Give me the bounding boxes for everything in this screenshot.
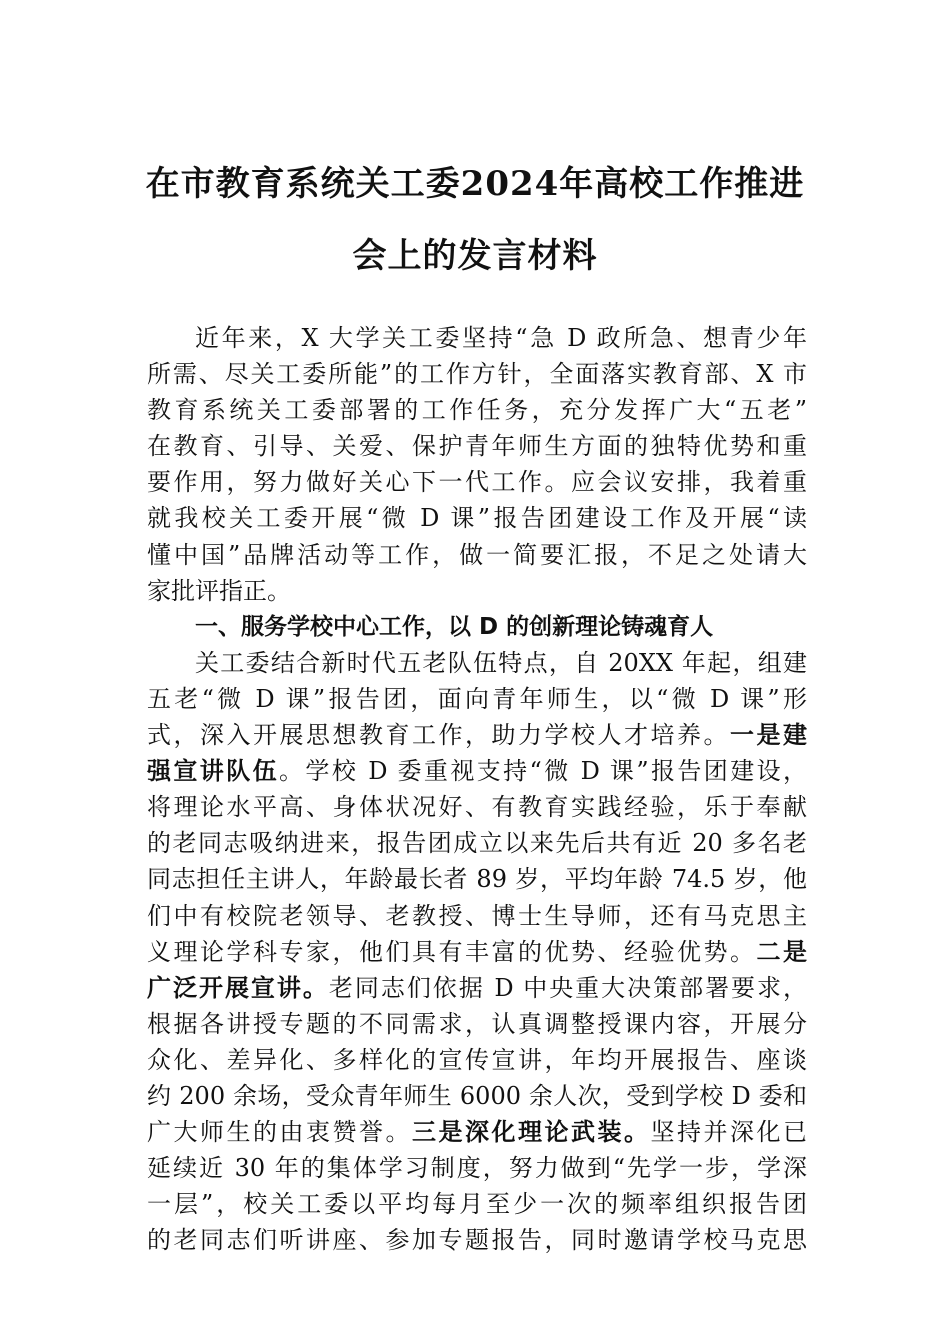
body-line xyxy=(147,717,807,753)
body-line xyxy=(147,392,807,428)
body-line xyxy=(147,789,807,825)
body-line xyxy=(147,1150,807,1186)
body-line xyxy=(147,356,807,392)
section-heading xyxy=(147,609,807,645)
text-run: 。学校 D 委重视支持“微 D 课”报告团建设， xyxy=(279,757,807,786)
text-run: 要作用，努力做好关心下一代工作。应会议安排，我着重 xyxy=(147,468,807,497)
text-run: 约 200 余场，受众青年师生 6000 余人次，受到学校 D 委和 xyxy=(147,1081,807,1110)
body-line xyxy=(147,573,807,609)
text-run: 们中有校院老领导、老教授、博士生导师，还有马克思主 xyxy=(147,901,807,930)
text-run: 根据各讲授专题的不同需求，认真调整授课内容，开展分 xyxy=(147,1009,807,1038)
text-run: 教育系统关工委部署的工作任务，充分发挥广大“五老” xyxy=(147,396,807,425)
document-title-line-1: 在市教育系统关工委2024年高校工作推进 xyxy=(145,164,805,204)
body-line xyxy=(147,1114,807,1150)
text-run: 近年来，X 大学关工委坚持“急 D 政所急、想青少年 xyxy=(195,324,807,352)
body-line xyxy=(147,1222,807,1258)
body-line xyxy=(147,320,807,356)
bold-text: 一是建 xyxy=(730,721,807,750)
body-line xyxy=(147,970,807,1006)
body-line xyxy=(147,1006,807,1042)
text-run: 的老同志吸纳进来，报告团成立以来先后共有近 20 多名老 xyxy=(147,829,807,858)
text-run: 延续近 30 年的集体学习制度，努力做到“先学一步，学深 xyxy=(147,1154,807,1183)
text-run: 关工委结合新时代五老队伍特点，自 20XX 年起，组建 xyxy=(195,648,807,677)
bold-text: 一、服务学校中心工作，以 D 的创新理论铸魂育人 xyxy=(195,613,714,640)
body-line xyxy=(147,934,807,970)
text-run: 式，深入开展思想教育工作，助力学校人才培养。 xyxy=(147,721,730,750)
body-line xyxy=(147,825,807,861)
body-line xyxy=(147,645,807,681)
body-line xyxy=(147,537,807,573)
text-run: 坚持并深化已 xyxy=(650,1118,807,1147)
body-line xyxy=(147,753,807,789)
body-line xyxy=(147,1078,807,1114)
text-run: 广大师生的由衷赞誉。 xyxy=(147,1118,412,1147)
document-title-line-2: 会上的发言材料 xyxy=(352,236,598,276)
text-run: 就我校关工委开展“微 D 课”报告团建设工作及开展“读 xyxy=(147,504,807,533)
document-body xyxy=(147,320,807,1258)
text-run: 在教育、引导、关爱、保护青年师生方面的独特优势和重 xyxy=(147,432,807,461)
text-run: 的老同志们听讲座、参加专题报告，同时邀请学校马克思 xyxy=(147,1226,807,1255)
text-run: 众化、差异化、多样化的宣传宣讲，年均开展报告、座谈 xyxy=(147,1045,807,1074)
bold-text: 三是深化理论武装。 xyxy=(412,1118,651,1147)
text-run: 老同志们依据 D 中央重大决策部署要求， xyxy=(328,973,808,1002)
bold-text: 强宣讲队伍 xyxy=(147,757,280,786)
bold-text: 二是 xyxy=(756,937,807,966)
text-run: 将理论水平高、身体状况好、有教育实践经验，乐于奉献 xyxy=(147,793,807,822)
body-line xyxy=(147,861,807,897)
body-line xyxy=(147,681,807,717)
body-line xyxy=(147,1186,807,1222)
text-run: 五老“微 D 课”报告团，面向青年师生，以“微 D 课”形 xyxy=(147,684,807,713)
body-line xyxy=(147,500,807,536)
text-run: 义理论学科专家，他们具有丰富的优势、经验优势。 xyxy=(147,937,757,966)
text-run: 家批评指正。 xyxy=(147,576,291,605)
body-line xyxy=(147,898,807,934)
text-run: 懂中国”品牌活动等工作，做一简要汇报，不足之处请大 xyxy=(147,540,807,569)
bold-text: 广泛开展宣讲。 xyxy=(147,973,329,1002)
text-run: 同志担任主讲人，年龄最长者 89 岁，平均年龄 74.5 岁，他 xyxy=(147,865,807,894)
text-run: 所需、尽关工委所能”的工作方针，全面落实教育部、X 市 xyxy=(147,360,807,389)
body-line xyxy=(147,1042,807,1078)
text-run: 一层”，校关工委以平均每月至少一次的频率组织报告团 xyxy=(147,1190,807,1219)
body-line xyxy=(147,464,807,500)
body-line xyxy=(147,428,807,464)
